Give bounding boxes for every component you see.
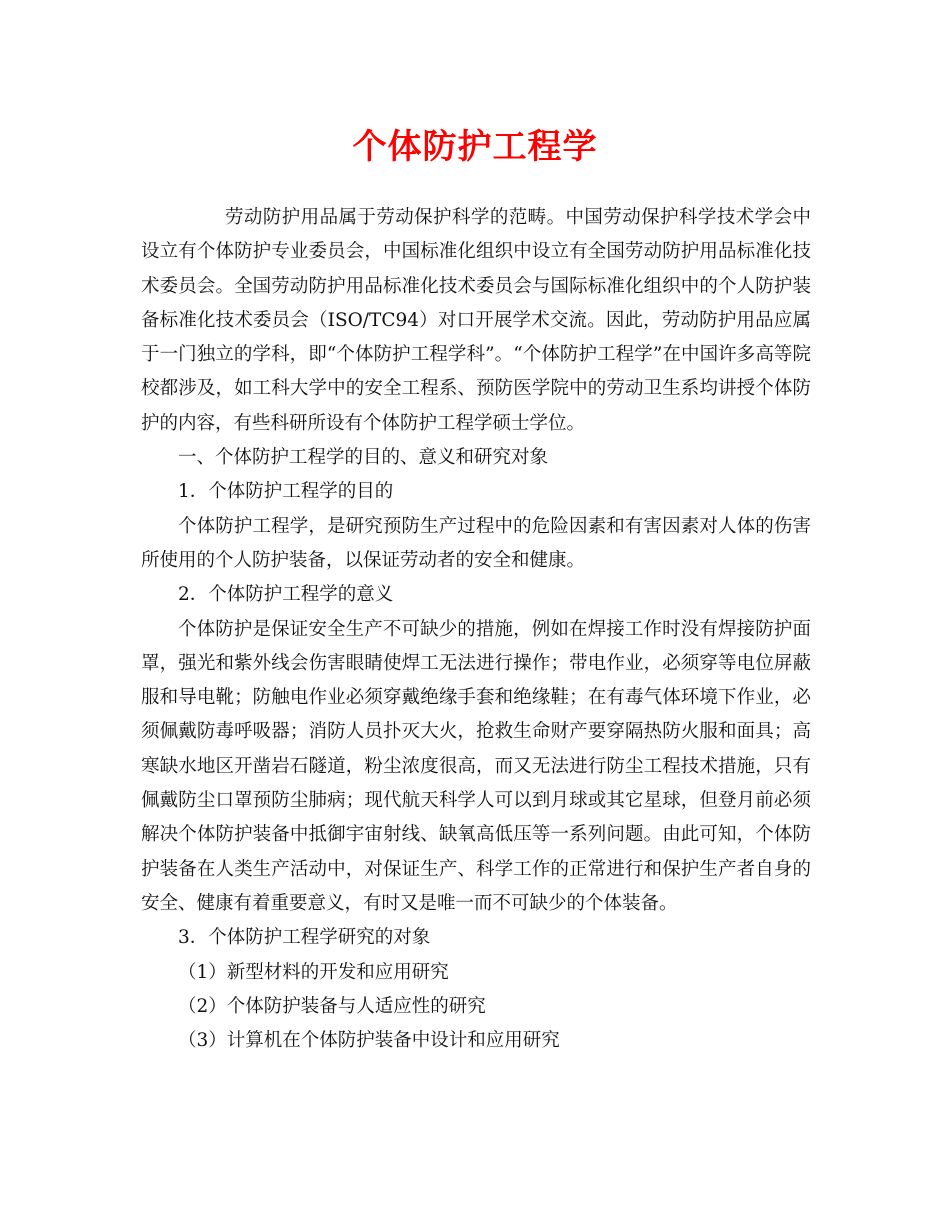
- subsection-heading-objects: 3．个体防护工程学研究的对象: [178, 927, 431, 949]
- research-object-item: （1）新型材料的开发和应用研究: [178, 961, 449, 983]
- intro-paragraph: 劳动防护用品属于劳动保护科学的范畴。中国劳动保护科学技术学会中设立有个体防护专业委员会，中国标准化组织中设立有全国劳动防护用品标准化技术委员会。全国劳动防护用品标准化技术委员会与国际标准化组织中的个人防护装备标准化技术委员会（ISO/TC94）对口开展学术交流。因此，劳动防护用品应属于一门独立的学科，即“个体防护工程学科”。“个体防护工程学”在中国许多高等院校都涉及，如工科大学中的安全工程系、预防医学院中的劳动卫生系均讲授个体防护的内容，有些科研所设有个体防护工程学硕士学位。: [141, 207, 811, 434]
- subsection-heading-purpose: 1．个体防护工程学的目的: [178, 481, 394, 503]
- significance-paragraph: 个体防护是保证安全生产不可缺少的措施，例如在焊接工作时没有焊接防护面罩，强光和紫外线会伤害眼睛使焊工无法进行操作；带电作业，必须穿等电位屏蔽服和导电靴；防触电作业必须穿戴绝缘手套和绝缘鞋；在有毒气体环境下作业，必须佩戴防毒呼吸器；消防人员扑灭大火，抢救生命财产要穿隔热防火服和面具；高寒缺水地区开凿岩石隧道，粉尘浓度很高，而又无法进行防尘工程技术措施，只有佩戴防尘口罩预防尘肺病；现代航天科学人可以到月球或其它星球，但登月前必须解决个体防护装备中抵御宇宙射线、缺氧高低压等一系列问题。由此可知，个体防护装备在人类生产活动中，对保证生产、科学工作的正常进行和保护生产者自身的安全、健康有着重要意义，有时又是唯一而不可缺少的个体装备。: [141, 618, 811, 914]
- section-heading: 一、个体防护工程学的目的、意义和研究对象: [178, 447, 549, 469]
- document-title: 个体防护工程学: [352, 127, 598, 167]
- research-object-item: （3）计算机在个体防护装备中设计和应用研究: [178, 1030, 560, 1052]
- research-object-item: （2）个体防护装备与人适应性的研究: [178, 995, 486, 1017]
- document-body: [141, 201, 811, 1058]
- subsection-heading-significance: 2．个体防护工程学的意义: [178, 584, 394, 606]
- purpose-paragraph: 个体防护工程学，是研究预防生产过程中的危险因素和有害因素对人体的伤害所使用的个人防护装备，以保证劳动者的安全和健康。: [141, 515, 811, 571]
